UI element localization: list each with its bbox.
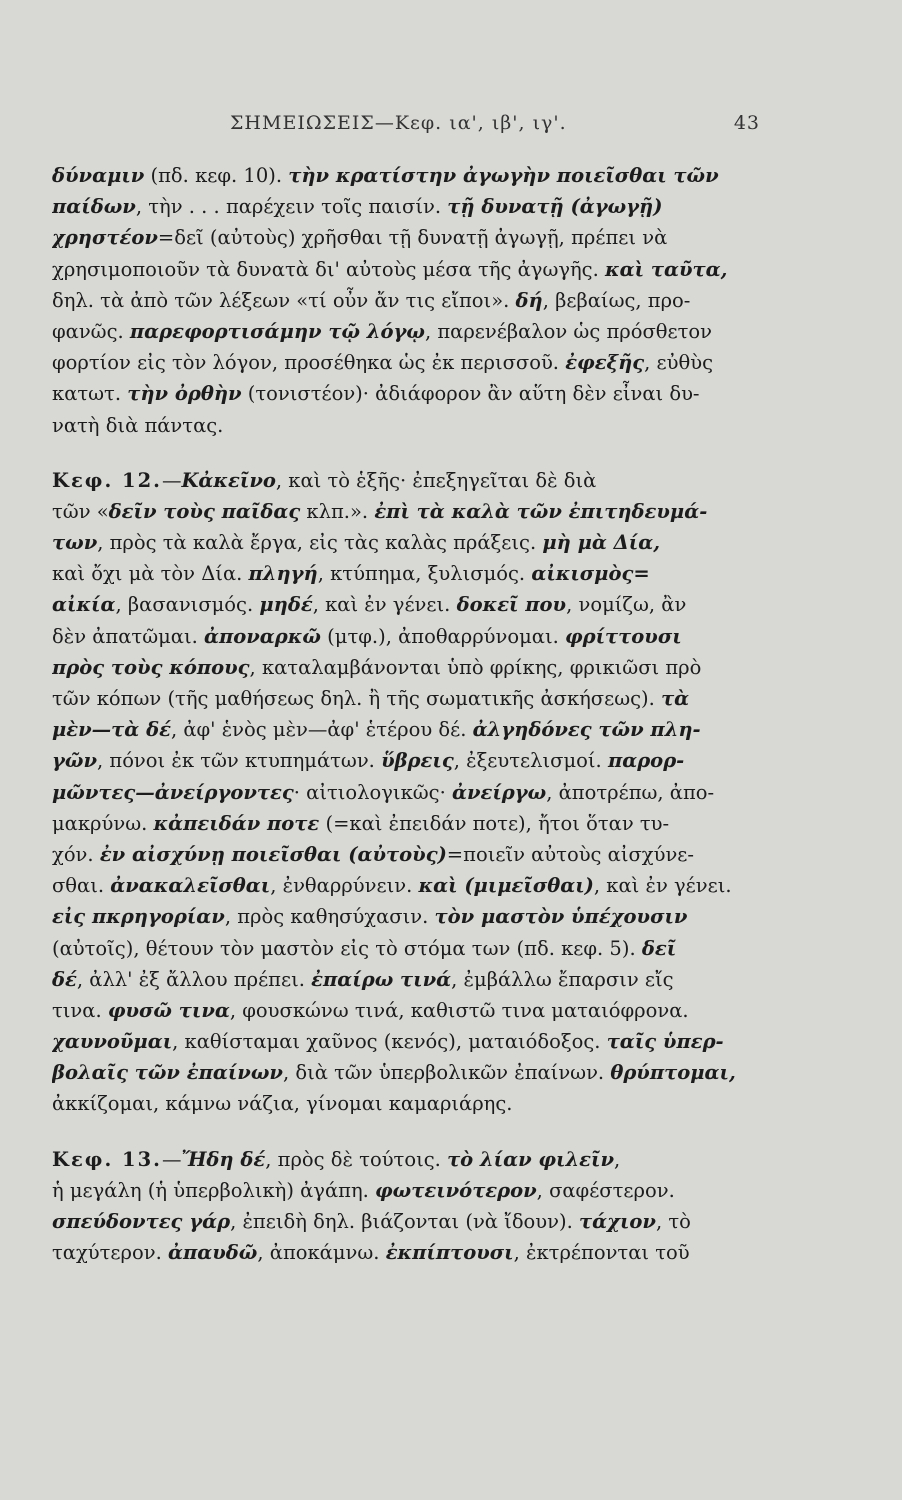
gloss-text: , ἐπειδὴ δηλ. βιάζονται (νὰ ἴδουν).	[230, 1210, 580, 1233]
gloss-text: σθαι.	[52, 874, 111, 898]
lemma-term: γῶν	[52, 749, 97, 773]
text-line	[52, 254, 772, 285]
lemma-term: καὶ (μιμεῖσθαι)	[418, 874, 594, 898]
gloss-text: ,	[613, 1147, 621, 1171]
gloss-text: (=καὶ ἐπειδάν ποτε), ἤτοι ὅταν τυ-	[319, 811, 670, 835]
gloss-text: , πρὸς τὰ καλὰ ἔργα, εἰς τὰς καλὰς πράξεις.	[97, 531, 543, 555]
lemma-term: ἐπαίρω τινά	[311, 967, 452, 991]
note-paragraph	[52, 160, 772, 441]
gloss-text: φανῶς.	[52, 319, 130, 343]
lemma-term: δέ	[52, 967, 77, 991]
chapter-heading: Κεφ. 12.	[52, 468, 162, 492]
lemma-term: δύναμιν	[52, 164, 145, 187]
lemma-term: εἰς πκρηγορίαν	[52, 905, 225, 929]
gloss-text: —	[161, 1147, 182, 1171]
lemma-term: ἀλγηδόνες τῶν πλη-	[472, 718, 701, 742]
lemma-term: ἐν αἰσχύνῃ ποιεῖσθαι (αὐτοὺς)	[99, 842, 447, 866]
gloss-text: , ἐκτρέπονται τοῦ	[513, 1241, 690, 1265]
lemma-term: φρίττουσι	[565, 624, 682, 648]
lemma-term: παρεφορτισάμην τῷ λόγῳ	[129, 319, 425, 343]
notes-body	[52, 160, 772, 1268]
lemma-term: χαυνοῦμαι	[52, 1030, 173, 1054]
text-line	[52, 1175, 772, 1206]
text-line	[52, 1237, 772, 1268]
lemma-term: παίδων	[52, 195, 136, 219]
lemma-term: φωτεινότερον	[375, 1178, 537, 1202]
lemma-term: παρορ-	[607, 749, 685, 773]
gloss-text: , διὰ τῶν ὑπερβολικῶν ἐπαίνων.	[282, 1061, 611, 1085]
lemma-term: δεῖ	[641, 936, 677, 960]
text-line	[52, 285, 772, 316]
lemma-term: χρηστέον	[52, 226, 158, 250]
lemma-term: βολαῖς τῶν ἐπαίνων	[52, 1061, 283, 1085]
gloss-text: =δεῖ (αὐτοὺς) χρῆσθαι τῇ δυνατῇ ἀγωγῇ, πρέπει νὰ	[157, 226, 668, 250]
gloss-text: (αὐτοῖς), θέτουν τὸν μαστὸν εἰς τὸ στόμα των (πδ. κεφ. 5).	[52, 936, 642, 960]
gloss-text: , καὶ τὸ ἑξῆς· ἐπεξηγεῖται δὲ διὰ	[275, 468, 597, 492]
lemma-term: κἀπειδάν ποτε	[153, 811, 320, 835]
gloss-text: (πδ. κεφ. 10).	[144, 164, 289, 187]
gloss-text: , ἐνθαρρύνειν.	[270, 874, 419, 898]
gloss-text: , πρὸς καθησύχασιν.	[224, 905, 435, 929]
text-line	[52, 964, 772, 995]
lemma-term: σπεύδοντες γάρ	[52, 1210, 231, 1233]
gloss-text: , κτύπημα, ξυλισμός.	[317, 562, 532, 586]
lemma-term: Κἀκεῖνο	[181, 468, 276, 492]
lemma-term: αἰκία	[52, 593, 116, 617]
text-line	[52, 191, 772, 222]
text-line	[52, 465, 772, 496]
lemma-term: των	[52, 531, 98, 555]
text-line	[52, 683, 772, 714]
lemma-term: δεῖν τοὺς παῖδας	[108, 499, 301, 523]
text-line	[52, 777, 772, 808]
lemma-term: τὴν ὀρθὴν	[127, 382, 242, 406]
running-head-title: ΣΗΜΕΙΩΣΕΙΣ—Κεφ. ια', ιβ', ιγ'.	[230, 112, 567, 134]
gloss-text: νατὴ διὰ πάντας.	[52, 413, 224, 437]
lemma-term: θρύπτομαι,	[610, 1061, 736, 1085]
gloss-text: κατωτ.	[52, 382, 128, 406]
text-line	[52, 316, 772, 347]
gloss-text: , νομίζω, ἂν	[566, 593, 687, 617]
gloss-text: καὶ ὄχι μὰ τὸν Δία.	[52, 562, 249, 586]
text-line	[52, 1026, 772, 1057]
lemma-term: ὕβρεις	[381, 749, 454, 773]
gloss-text: , εὐθὺς	[644, 351, 714, 375]
gloss-text: ἀκκίζομαι, κάμνω νάζια, γίνομαι καμαριάρης.	[52, 1092, 513, 1116]
gloss-text: τῶν «	[52, 499, 109, 523]
text-line	[52, 558, 772, 589]
chapter-heading: Κεφ. 13.	[52, 1147, 162, 1171]
gloss-text: , παρενέβαλον ὡς πρόσθετον	[424, 319, 713, 343]
gloss-text: , ἐμβάλλω ἔπαρσιν εἴς	[451, 967, 674, 991]
text-line	[52, 621, 772, 652]
gloss-text: , ἀφ' ἑνὸς μὲν—ἀφ' ἑτέρου δέ.	[170, 718, 473, 742]
text-line	[52, 1088, 772, 1119]
gloss-text: φορτίον εἰς τὸν λόγον, προσέθηκα ὡς ἐκ περισσοῦ.	[52, 351, 566, 375]
lemma-term: ἀνακαλεῖσθαι	[110, 874, 271, 898]
gloss-text: , ἀποτρέπω, ἀπο-	[546, 780, 715, 804]
text-line	[52, 1206, 772, 1237]
gloss-text: , πόνοι ἐκ τῶν κτυπημάτων.	[96, 749, 382, 773]
lemma-term: τῇ δυνατῇ (ἀγωγῇ)	[447, 195, 663, 219]
gloss-text: , τὸ	[655, 1210, 691, 1233]
text-line	[52, 714, 772, 745]
text-line	[52, 410, 772, 441]
gloss-text: , ἀλλ' ἐξ ἄλλου πρέπει.	[76, 967, 312, 991]
lemma-term: Ἤδη δέ	[181, 1147, 266, 1171]
text-line	[52, 901, 772, 932]
lemma-term: μὲν—τὰ δέ	[52, 718, 171, 742]
gloss-text: =ποιεῖν αὐτοὺς αἰσχύνε-	[446, 842, 695, 866]
lemma-term: ἀνείργω	[451, 780, 547, 804]
text-line	[52, 839, 772, 870]
lemma-term: καὶ ταῦτα,	[605, 257, 728, 281]
gloss-text: , σαφέστερον.	[536, 1178, 675, 1202]
page-number: 43	[733, 112, 760, 134]
text-line	[52, 870, 772, 901]
gloss-text: ταχύτερον.	[52, 1241, 168, 1265]
lemma-term: φυσῶ τινα	[107, 998, 230, 1022]
note-paragraph	[52, 1144, 772, 1269]
lemma-term: μὴ μὰ Δία,	[542, 531, 661, 555]
text-line	[52, 1144, 772, 1175]
text-line	[52, 933, 772, 964]
gloss-text: δὲν ἀπατῶμαι.	[52, 624, 204, 648]
gloss-text: , ἐξευτελισμοί.	[453, 749, 608, 773]
lemma-term: ἀπαυδῶ	[167, 1241, 258, 1265]
text-line	[52, 808, 772, 839]
lemma-term: πληγή	[248, 562, 318, 586]
gloss-text: μακρύνω.	[52, 811, 154, 835]
lemma-term: μῶντες—ἀνείργοντες	[52, 780, 294, 804]
lemma-term: αἰκισμὸς=	[531, 562, 650, 586]
text-line	[52, 347, 772, 378]
lemma-term: τὸν μαστὸν ὑπέχουσιν	[434, 905, 688, 929]
gloss-text: τινα.	[52, 998, 108, 1022]
text-line	[52, 222, 772, 253]
gloss-text: κλπ.».	[300, 499, 375, 523]
gloss-text: , τὴν . . . παρέχειν τοῖς παισίν.	[135, 195, 448, 219]
gloss-text: , καὶ ἐν γένει.	[312, 593, 457, 617]
gloss-text: τῶν κόπων (τῆς μαθήσεως δηλ. ἢ τῆς σωματικῆς ἀσκήσεως).	[52, 687, 662, 710]
text-line	[52, 378, 772, 409]
text-line	[52, 160, 772, 191]
text-line	[52, 745, 772, 776]
gloss-text: , καταλαμβάνονται ὑπὸ φρίκης, φρικιῶσι πρὸ	[249, 655, 702, 679]
gloss-text: , βασανισμός.	[115, 593, 260, 617]
gloss-text: , ἀποκάμνω.	[257, 1241, 386, 1265]
lemma-term: ταῖς ὑπερ-	[606, 1030, 724, 1054]
lemma-term: τάχιον	[579, 1210, 656, 1233]
lemma-term: ἀποναρκῶ	[203, 624, 321, 648]
text-line	[52, 652, 772, 683]
text-line	[52, 496, 772, 527]
gloss-text: · αἰτιολογικῶς·	[293, 780, 452, 804]
lemma-term: πρὸς τοὺς κόπους	[52, 655, 250, 679]
text-line	[52, 589, 772, 620]
gloss-text: , πρὸς δὲ τούτοις.	[265, 1147, 448, 1171]
gloss-text: δηλ. τὰ ἀπὸ τῶν λέξεων «τί οὖν ἄν τις εἴποι».	[52, 288, 516, 312]
text-line	[52, 995, 772, 1026]
gloss-text: ἡ μεγάλη (ἡ ὑπερβολικὴ) ἀγάπη.	[52, 1178, 376, 1202]
gloss-text: χρησιμοποιοῦν τὰ δυνατὰ δι' αὐτοὺς μέσα τῆς ἀγωγῆς.	[52, 257, 605, 281]
gloss-text: , καὶ ἐν γένει.	[593, 874, 732, 898]
lemma-term: ἐπὶ τὰ καλὰ τῶν ἐπιτηδευμά-	[374, 499, 708, 523]
lemma-term: ἐφεξῆς	[565, 351, 645, 375]
gloss-text: —	[161, 468, 182, 492]
note-paragraph	[52, 465, 772, 1120]
gloss-text: , βεβαίως, προ-	[542, 288, 691, 312]
gloss-text: , καθίσταμαι χαῦνος (κενός), ματαιόδοξος.	[172, 1030, 607, 1054]
lemma-term: τὰ	[661, 687, 690, 710]
lemma-term: δή	[515, 288, 543, 312]
gloss-text: (μτφ.), ἀποθαρρύνομαι.	[320, 624, 565, 648]
gloss-text: χόν.	[52, 842, 100, 866]
text-line	[52, 527, 772, 558]
text-line	[52, 1057, 772, 1088]
gloss-text: , φουσκώνω τινά, καθιστῶ τινα ματαιόφρονα.	[229, 998, 689, 1022]
lemma-term: τὸ λίαν φιλεῖν	[447, 1147, 614, 1171]
lemma-term: δοκεῖ που	[456, 593, 567, 617]
lemma-term: ἐκπίπτουσι	[385, 1241, 514, 1265]
lemma-term: τὴν κρατίστην ἀγωγὴν ποιεῖσθαι τῶν	[288, 164, 719, 187]
gloss-text: (τονιστέον)· ἀδιάφορον ἂν αὕτη δὲν εἶναι δυ-	[241, 382, 700, 406]
lemma-term: μηδέ	[259, 593, 313, 617]
